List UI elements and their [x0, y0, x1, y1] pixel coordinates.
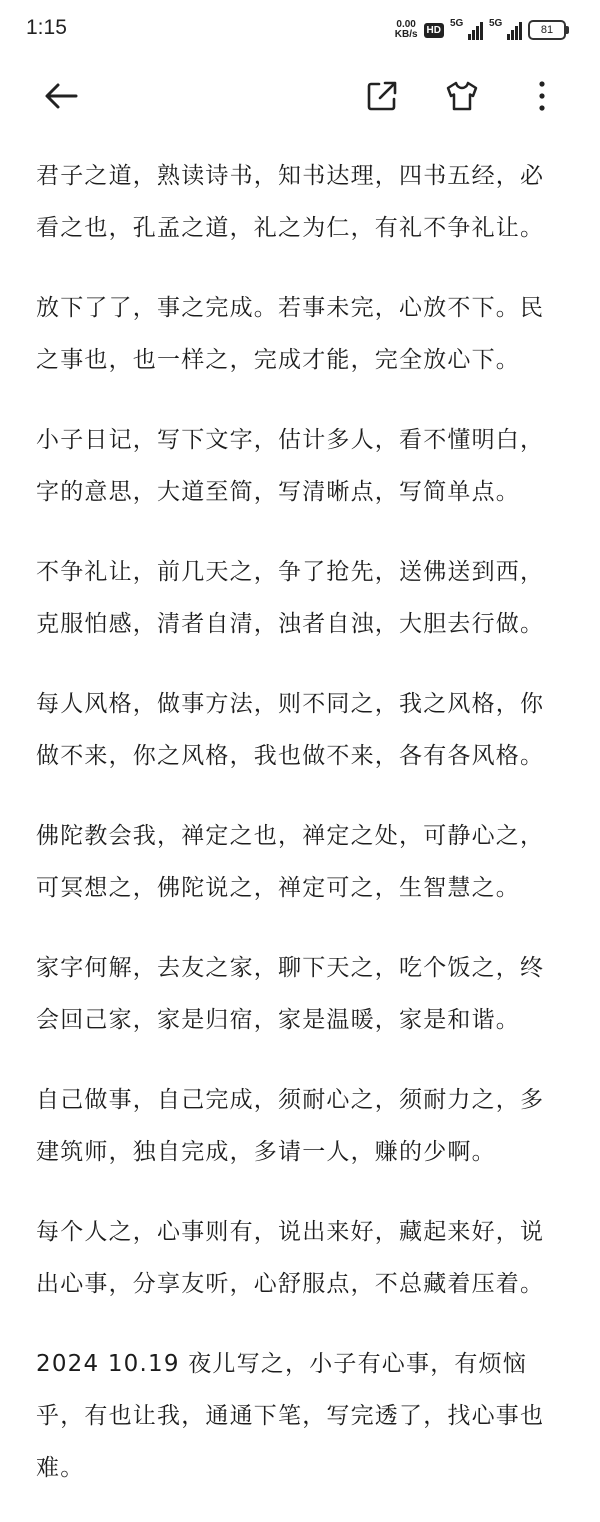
network-speed — [395, 20, 418, 40]
battery-icon — [528, 20, 566, 40]
back-button[interactable] — [38, 72, 86, 120]
status-bar — [0, 0, 600, 62]
article-paragraph: 每个人之，心事则有，说出来好，藏起来好，说出心事，分享友听，心舒服点，不总藏着压着。 — [36, 1219, 545, 1297]
article-paragraph: 每人风格，做事方法，则不同之，我之风格，你做不来，你之风格，我也做不来，各有各风格。 — [36, 691, 545, 769]
tshirt-icon — [444, 79, 480, 113]
article-paragraph: 放下了了，事之完成。若事未完，心放不下。民之事也，也一样之，完成才能，完全放心下。 — [36, 295, 545, 373]
network-speed-value: 0.00 — [396, 19, 416, 30]
signal-type-label: 5G — [450, 18, 464, 29]
article-paragraph: 君子之道，熟读诗书，知书达理，四书五经，必看之也，孔孟之道，礼之为仁，有礼不争礼让。 — [36, 163, 545, 241]
signal-type-label-2: 5G — [489, 18, 503, 29]
network-speed-unit: KB/s — [394, 29, 418, 40]
article-paragraph: 2024 10.19 夜儿写之，小子有心事，有烦恼乎，有也让我，通通下笔，写完透了，找心事也难。 — [36, 1351, 545, 1481]
share-button[interactable] — [358, 72, 406, 120]
status-time: 1:15 — [26, 16, 67, 39]
article-paragraph: 不争礼让，前几天之，争了抢先，送佛送到西，克服怕感，清者自清，浊者自浊，大胆去行做。 — [36, 559, 545, 637]
battery-level: 81 — [540, 24, 554, 36]
top-toolbar — [0, 62, 600, 130]
article-body — [36, 150, 566, 1522]
arrow-left-icon — [42, 76, 82, 116]
article-paragraph: 小子日记，写下文字，估计多人，看不懂明白，字的意思，大道至简，写清晰点，写简单点。 — [36, 427, 545, 505]
article-paragraph: 自己做事，自己完成，须耐心之，须耐力之，多建筑师，独自完成，多请一人，赚的少啊。 — [36, 1087, 545, 1165]
hd-voice-icon: HD — [424, 23, 444, 38]
status-icons — [395, 16, 566, 44]
article-paragraph: 家字何解，去友之家，聊下天之，吃个饭之，终会回己家，家是归宿，家是温暖，家是和谐。 — [36, 955, 545, 1033]
more-options-button[interactable] — [518, 72, 566, 120]
more-vertical-icon — [536, 79, 548, 113]
theme-button[interactable] — [438, 72, 486, 120]
article-paragraph: 佛陀教会我，禅定之也，禅定之处，可静心之，可冥想之，佛陀说之，禅定可之，生智慧之。 — [36, 823, 545, 901]
signal-strength-icon — [450, 20, 483, 40]
share-external-icon — [365, 79, 399, 113]
signal-strength-icon-2 — [489, 20, 522, 40]
